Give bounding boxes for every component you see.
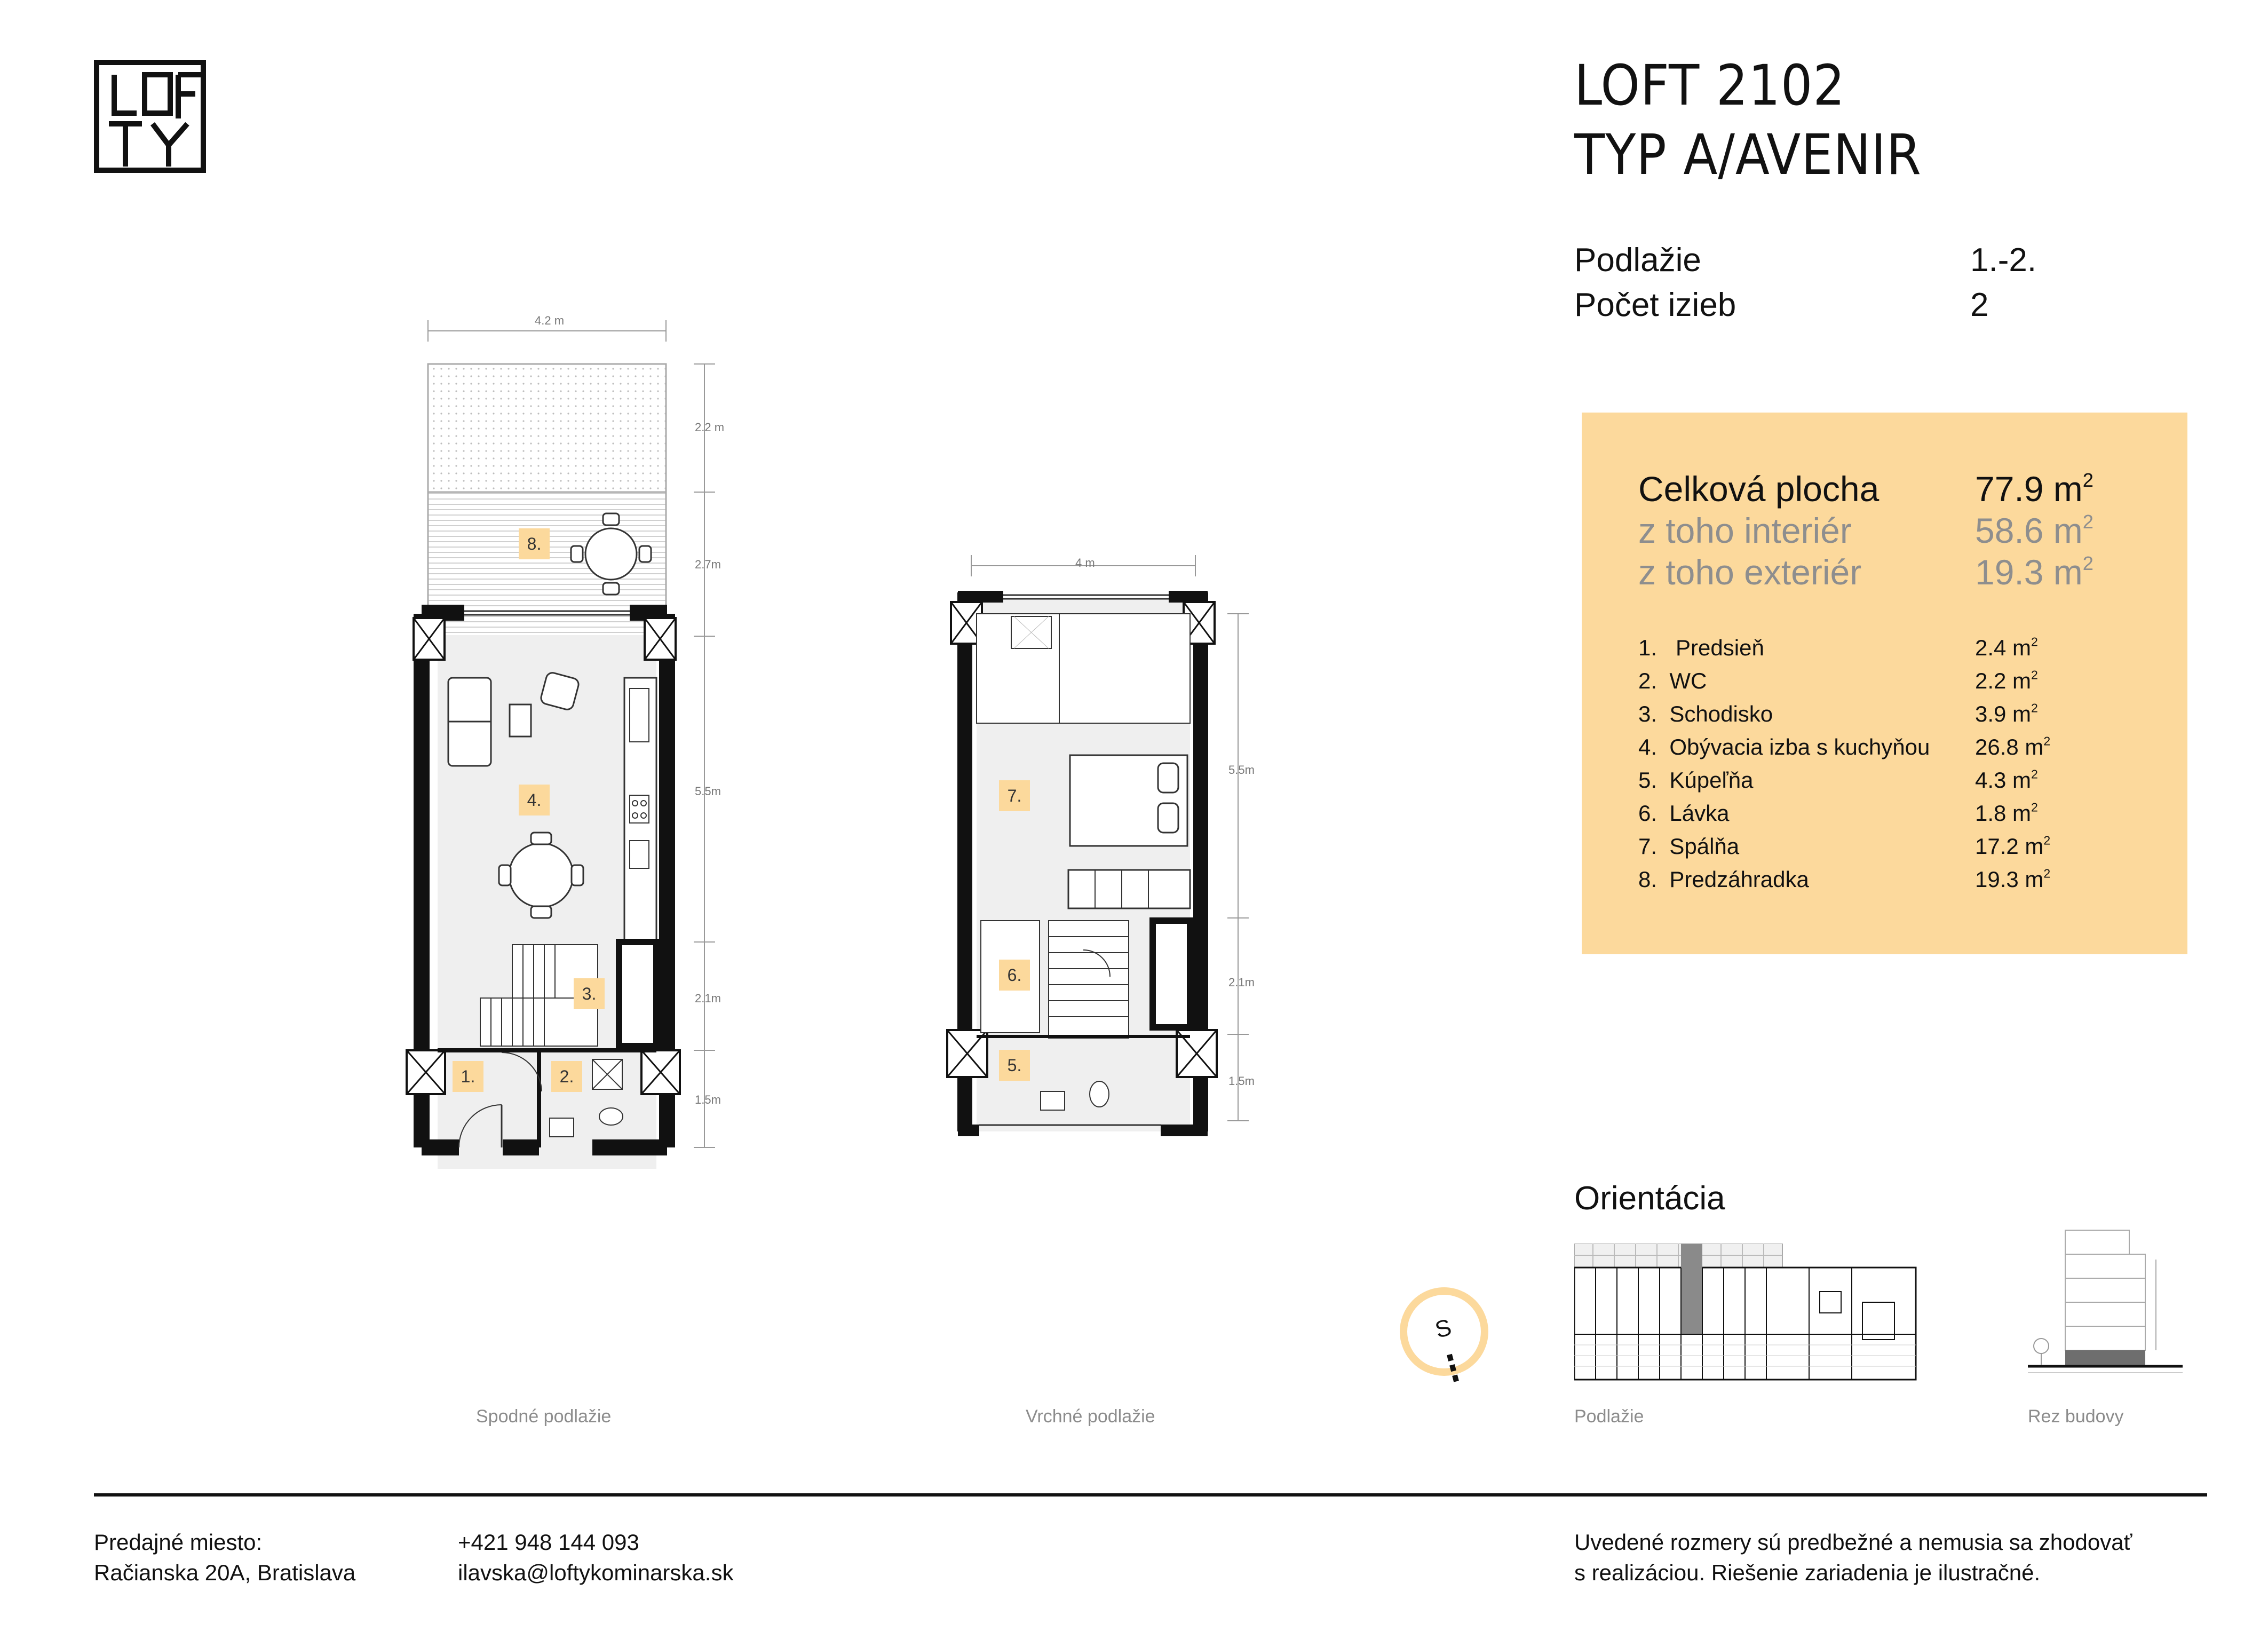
building-section-diagram xyxy=(2028,1228,2183,1382)
section-diagram-label: Rez budovy xyxy=(2028,1406,2124,1427)
dim-width-lower: 4.2 m xyxy=(535,314,565,327)
lower-floor-plan-drawing xyxy=(395,315,758,1169)
upper-floor-label: Vrchné podlažie xyxy=(1026,1406,1155,1427)
dim-stairs: 2.1m xyxy=(695,992,721,1005)
lofty-logo xyxy=(94,60,206,173)
sales-info xyxy=(94,1527,355,1588)
apartment-title: LOFT 2102 xyxy=(1574,53,1845,118)
area-panel xyxy=(1582,413,2187,954)
contact-email[interactable]: ilavska@loftykominarska.sk xyxy=(458,1559,734,1585)
orientation-title: Orientácia xyxy=(1574,1180,1725,1217)
room-area: 17.2 $m^2$ xyxy=(1975,833,2051,859)
room-area: 2.2 $m^2$ xyxy=(1975,668,2038,693)
room-row: 4. Obývacia izba s kuchyňou xyxy=(1638,734,1930,759)
interior-area-value: 58.6 $m^2$ xyxy=(1975,510,2093,550)
room-row: 8. Predzáhradka xyxy=(1638,867,1809,892)
meta-floor-value: 1.-2. xyxy=(1970,242,2037,279)
compass-letter: S xyxy=(1432,1314,1455,1343)
room-tag-6: 6. xyxy=(999,960,1030,991)
room-tag-3: 3. xyxy=(574,978,605,1009)
disclaimer xyxy=(1574,1527,2132,1588)
disclaimer-line-2: s realizáciou. Riešenie zariadenia je ilustračné. xyxy=(1574,1559,2041,1585)
dim-garden-1: 2.2 m xyxy=(695,421,725,434)
contact-phone[interactable]: +421 948 144 093 xyxy=(458,1530,639,1555)
dim-width-upper: 4 m xyxy=(1075,556,1095,569)
upper-floor-plan xyxy=(929,544,1291,1153)
room-area: 2.4 $m^2$ xyxy=(1975,635,2038,660)
dim-living: 5.5m xyxy=(695,785,721,798)
floor-orientation-diagram xyxy=(1574,1244,1921,1382)
exterior-area-label: z toho exteriér xyxy=(1638,552,1862,592)
room-row: 1. Predsieň xyxy=(1638,635,1764,660)
dim-garden-2: 2.7m xyxy=(695,558,721,571)
exterior-area-value: 19.3 $m^2$ xyxy=(1975,552,2093,592)
dim-bathroom: 1.5m xyxy=(1228,1074,1255,1088)
apartment-type: TYP A/AVENIR xyxy=(1574,122,1922,187)
room-row: 5. Kúpeľňa xyxy=(1638,767,1754,793)
room-area: 4.3 $m^2$ xyxy=(1975,767,2038,793)
room-row: 7. Spálňa xyxy=(1638,834,1740,859)
interior-area-label: z toho interiér xyxy=(1638,511,1852,550)
sales-address: Račianska 20A, Bratislava xyxy=(94,1559,356,1585)
floor-diagram-label: Podlažie xyxy=(1574,1406,1644,1427)
room-area: 3.9 $m^2$ xyxy=(1975,701,2038,726)
room-tag-5: 5. xyxy=(999,1050,1030,1081)
room-tag-7: 7. xyxy=(999,780,1030,811)
room-row: 6. Lávka xyxy=(1638,801,1730,826)
upper-floor-plan-drawing xyxy=(929,544,1291,1153)
room-area: 19.3 $m^2$ xyxy=(1975,866,2051,892)
room-area: 26.8 $m^2$ xyxy=(1975,734,2051,759)
disclaimer-line-1: Uvedené rozmery sú predbežné a nemusia sa zhodovať xyxy=(1574,1530,2132,1555)
section-drawing xyxy=(2028,1228,2183,1382)
lower-floor-plan xyxy=(395,315,758,1169)
room-tag-2: 2. xyxy=(551,1061,582,1092)
room-tag-8: 8. xyxy=(519,528,550,559)
room-row: 2. WC xyxy=(1638,668,1707,693)
room-tag-4: 4. xyxy=(519,785,550,815)
logo-mark-icon xyxy=(94,60,206,173)
sales-label: Predajné miesto: xyxy=(94,1530,263,1555)
meta-rooms-label: Počet izieb xyxy=(1574,287,1736,323)
dim-upper-stairs: 2.1m xyxy=(1228,976,1255,989)
lower-floor-label: Spodné podlažie xyxy=(476,1406,612,1427)
contact-info xyxy=(458,1527,733,1588)
meta-floor-label: Podlažie xyxy=(1574,242,1701,279)
dim-bedroom: 5.5m xyxy=(1228,763,1255,777)
meta-rooms-value: 2 xyxy=(1970,287,1989,323)
compass xyxy=(1398,1286,1494,1388)
floor-diagram-drawing xyxy=(1574,1244,1921,1382)
total-area-label: Celková plocha xyxy=(1638,469,1880,509)
room-row: 3. Schodisko xyxy=(1638,701,1773,726)
dim-entry: 1.5m xyxy=(695,1093,721,1106)
footer-divider xyxy=(94,1493,2207,1497)
total-area-value: 77.9 $m^2$ xyxy=(1975,469,2093,509)
room-tag-1: 1. xyxy=(453,1061,483,1092)
room-area: 1.8 $m^2$ xyxy=(1975,800,2038,826)
